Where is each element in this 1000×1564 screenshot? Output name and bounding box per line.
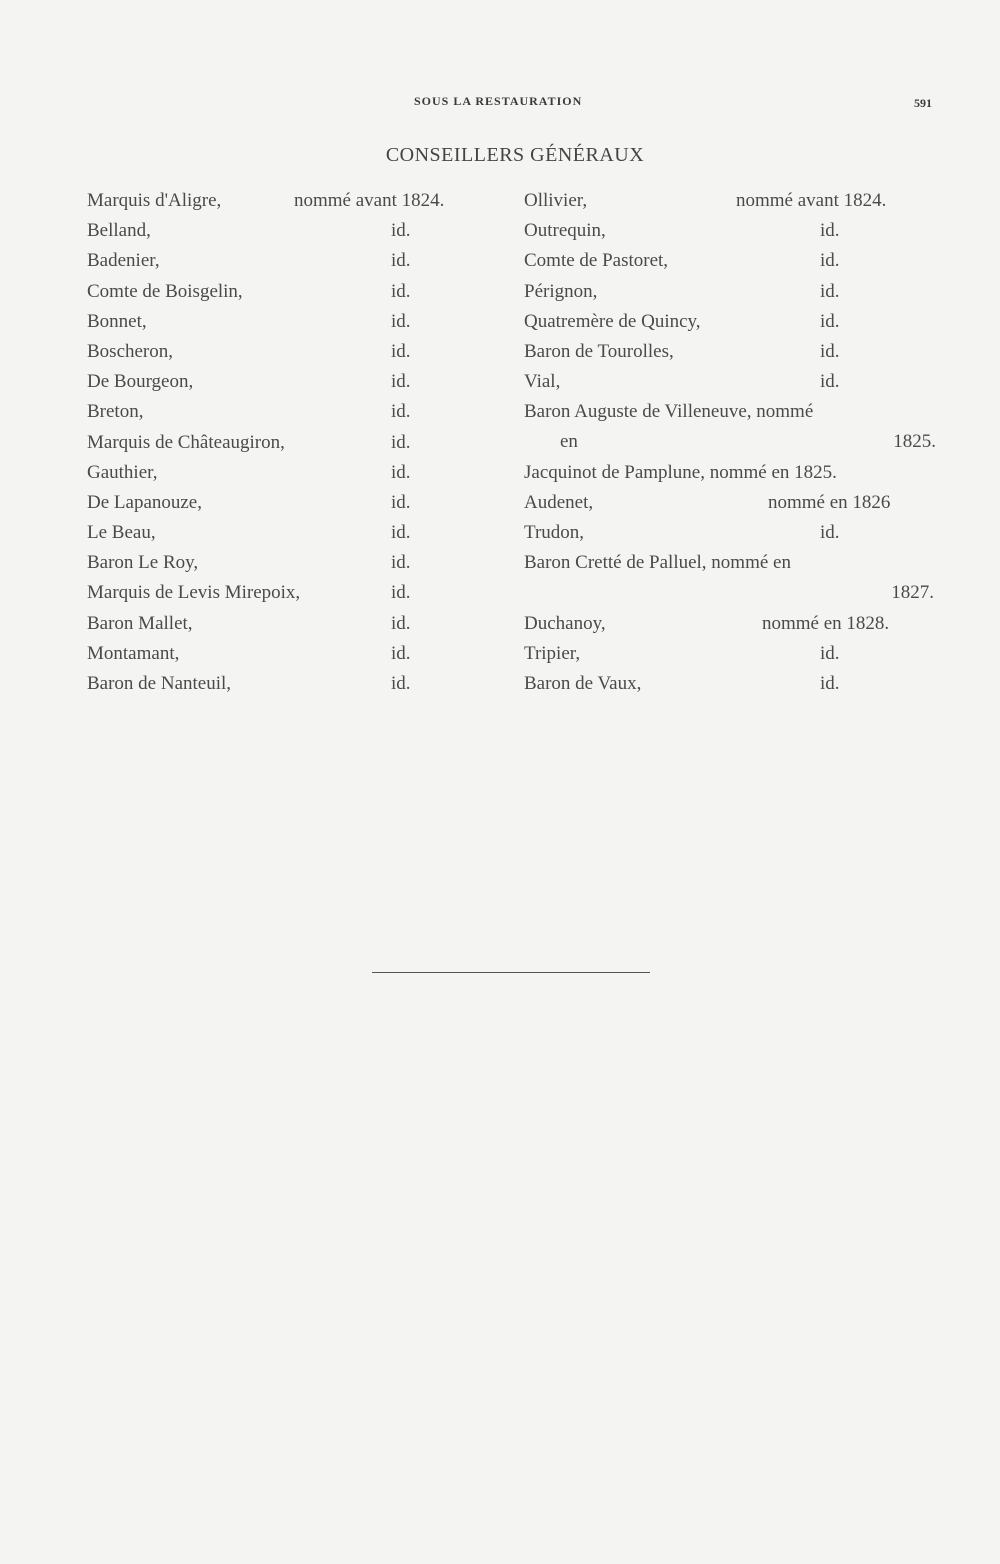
list-item [87, 246, 427, 276]
appointment-status: id. [820, 250, 840, 272]
appointment-year: 1825. [893, 431, 936, 453]
left-column [87, 186, 445, 699]
appointment-status: 1827. [891, 582, 934, 604]
councillor-name: Marquis de Levis Mirepoix, [87, 582, 301, 604]
councillor-name: Boscheron, [87, 340, 174, 362]
councillor-name: Baron Mallet, [87, 612, 193, 634]
page-title: CONSEILLERS GÉNÉRAUX [385, 144, 645, 166]
councillor-name: Baron Auguste de Villeneuve, nommé [524, 401, 814, 423]
section-divider [372, 972, 650, 973]
list-item [87, 488, 427, 518]
appointment-status: id. [820, 673, 840, 695]
appointment-status: id. [391, 461, 411, 483]
councillor-name: Bonnet, [87, 310, 147, 332]
appointment-status: id. [820, 642, 840, 664]
list-item [87, 397, 427, 427]
councillor-name: Tripier, [524, 642, 581, 664]
councillor-name: Trudon, [524, 522, 585, 544]
appointment-status: id. [820, 371, 840, 393]
councillor-name: De Bourgeon, [87, 371, 194, 393]
councillor-name: Belland, [87, 220, 151, 242]
councillor-name: Gauthier, [87, 461, 158, 483]
list-item [87, 669, 427, 699]
councillor-name: Comte de Pastoret, [524, 250, 669, 272]
councillor-name: Le Beau, [87, 522, 156, 544]
list-item [87, 518, 427, 548]
councillor-name: Audenet, [524, 491, 594, 513]
list-item [524, 277, 944, 307]
councillor-name: Ollivier, [524, 190, 588, 211]
appointment-status: nommé en 1826 [768, 491, 891, 513]
list-item [524, 639, 944, 669]
councillor-name: Marquis de Châteaugiron, [87, 431, 285, 453]
councillor-name: Comte de Boisgelin, [87, 280, 243, 302]
appointment-status: id. [391, 642, 411, 664]
councillor-name: Montamant, [87, 642, 180, 664]
councillor-name: Marquis d'Aligre, [87, 190, 222, 211]
list-item [524, 337, 944, 367]
list-item [87, 277, 427, 307]
councillor-name: Duchanoy, [524, 612, 606, 634]
list-item [524, 186, 944, 216]
appointment-status: nommé avant 1824. [736, 190, 887, 211]
councillor-name: Pérignon, [524, 280, 598, 302]
councillor-name: De Lapanouze, [87, 491, 202, 513]
appointment-status: id. [820, 340, 840, 362]
appointment-status-word: en [560, 431, 578, 453]
list-item [524, 367, 944, 397]
list-item [87, 639, 427, 669]
appointment-status: id. [391, 612, 411, 634]
appointment-status: id. [391, 491, 411, 513]
appointment-status: id. [391, 310, 411, 332]
appointment-status: id. [391, 250, 411, 272]
list-item [524, 458, 944, 488]
councillor-name: Baron de Vaux, [524, 673, 642, 695]
list-item [87, 428, 427, 458]
councillor-name: Baron de Tourolles, [524, 340, 674, 362]
appointment-status: id. [820, 220, 840, 242]
appointment-status: id. [391, 401, 411, 423]
councillor-name: Badenier, [87, 250, 160, 272]
appointment-status: nommé avant 1824. [294, 190, 445, 211]
councillor-name: Jacquinot de Pamplune, nommé en 1825. [524, 461, 837, 483]
page-number: 591 [914, 96, 932, 110]
list-item [524, 548, 944, 608]
councillor-name: Baron de Nanteuil, [87, 673, 232, 694]
list-item [524, 216, 944, 246]
appointment-status: nommé en 1828. [762, 612, 890, 634]
councillor-name: Baron Le Roy, [87, 552, 199, 574]
list-item [87, 578, 427, 608]
appointment-status: id. [820, 522, 840, 544]
list-item [87, 548, 427, 578]
appointment-status: id. [391, 340, 411, 362]
list-item [524, 488, 944, 518]
appointment-status: id. [391, 371, 411, 393]
appointment-status: id. [391, 431, 411, 453]
councillor-name: Outrequin, [524, 220, 606, 242]
list-item [87, 609, 427, 639]
list-item [87, 458, 427, 488]
list-item [87, 216, 427, 246]
appointment-status: id. [820, 310, 840, 332]
appointment-status: id. [391, 522, 411, 544]
list-item [524, 307, 944, 337]
list-item [524, 669, 944, 699]
running-head: SOUS LA RESTAURATION [414, 94, 583, 108]
list-item [87, 307, 427, 337]
list-item [524, 609, 944, 639]
councillor-name: Vial, [524, 371, 561, 393]
appointment-status: id. [391, 552, 411, 574]
list-item [524, 397, 944, 457]
list-item [524, 246, 944, 276]
appointment-status: id. [820, 280, 840, 302]
appointment-status: id. [391, 220, 411, 242]
appointment-status: id. [391, 673, 411, 694]
appointment-status: id. [391, 582, 411, 604]
councillor-name: Baron Cretté de Palluel, nommé en [524, 552, 791, 574]
list-item [524, 518, 944, 548]
right-column [524, 186, 944, 699]
councillor-name: Breton, [87, 401, 144, 423]
list-item [87, 337, 427, 367]
appointment-status: id. [391, 280, 411, 302]
councillor-name: Quatremère de Quincy, [524, 310, 701, 332]
list-item [87, 186, 445, 216]
list-item [87, 367, 427, 397]
